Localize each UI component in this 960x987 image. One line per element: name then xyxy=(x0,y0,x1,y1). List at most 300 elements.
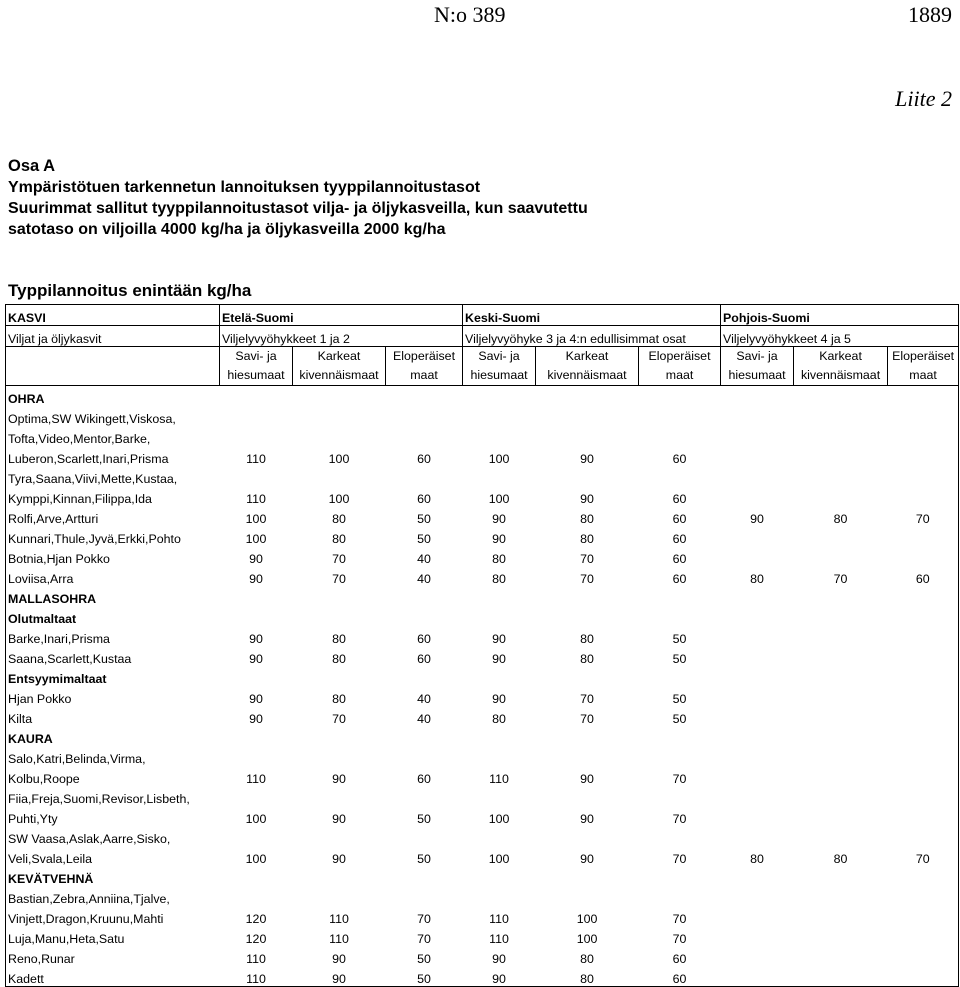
row-label: Optima,SW Wikingett,Viskosa, xyxy=(6,406,220,426)
value-cell: 80 xyxy=(750,572,764,586)
value-cell xyxy=(721,726,794,746)
value-cell: 60 xyxy=(417,772,431,786)
row-label: Luja,Manu,Heta,Satu xyxy=(6,926,220,946)
row-label: Saana,Scarlett,Kustaa xyxy=(6,646,220,666)
value-cell xyxy=(888,926,959,946)
value-cell: 50 xyxy=(417,952,431,966)
value-cell: 90 xyxy=(492,692,506,706)
value-cell xyxy=(536,386,639,407)
value-cell: 60 xyxy=(672,552,687,566)
value-cell: 80 xyxy=(492,712,506,726)
value-cell xyxy=(888,726,959,746)
kasvi-header: KASVI xyxy=(6,305,220,326)
soil-header xyxy=(293,347,386,386)
value-cell xyxy=(220,666,293,686)
soil-header-line2: hiesumaat xyxy=(728,368,786,382)
value-cell: 110 xyxy=(329,932,349,946)
soil-header-line1: Karkeat xyxy=(565,349,609,363)
value-cell xyxy=(220,866,293,886)
value-cell xyxy=(639,426,721,446)
value-cell xyxy=(888,646,959,666)
value-cell: 70 xyxy=(580,572,594,586)
value-cell: 50 xyxy=(417,532,431,546)
value-cell xyxy=(220,826,293,846)
value-cell: 110 xyxy=(220,966,293,987)
page-number: N:o 389 xyxy=(434,2,506,27)
value-cell xyxy=(220,746,293,766)
table-row xyxy=(6,726,959,746)
table-row xyxy=(6,946,959,966)
value-cell xyxy=(463,826,536,846)
table-row xyxy=(6,386,959,407)
value-cell xyxy=(463,726,536,746)
value-cell xyxy=(721,946,794,966)
value-cell: 90 xyxy=(249,572,263,586)
value-cell: 50 xyxy=(386,966,463,987)
value-cell xyxy=(721,486,794,506)
value-cell xyxy=(463,586,536,606)
value-cell: 100 xyxy=(576,912,598,926)
value-cell: 100 xyxy=(488,852,510,866)
value-cell: 50 xyxy=(672,632,687,646)
value-cell: 90 xyxy=(580,452,594,466)
value-cell: 80 xyxy=(833,512,848,526)
value-cell xyxy=(536,666,639,686)
value-cell: 70 xyxy=(580,712,594,726)
value-cell: 70 xyxy=(888,846,959,866)
value-cell xyxy=(888,826,959,846)
value-cell xyxy=(386,666,463,686)
value-cell xyxy=(721,626,794,646)
value-cell: 80 xyxy=(580,532,594,546)
table-row xyxy=(6,526,959,546)
value-cell xyxy=(536,726,639,746)
value-cell: 70 xyxy=(417,912,431,926)
table-row xyxy=(6,606,959,626)
row-label: Olutmaltaat xyxy=(6,606,220,626)
value-cell: 60 xyxy=(417,632,431,646)
row-label: Fiia,Freja,Suomi,Revisor,Lisbeth, xyxy=(6,786,220,806)
value-cell: 120 xyxy=(245,912,267,926)
value-cell xyxy=(888,406,959,426)
value-cell xyxy=(794,546,888,566)
fertilization-table xyxy=(5,304,959,987)
value-cell xyxy=(639,406,721,426)
value-cell xyxy=(794,786,888,806)
row-label: SW Vaasa,Aslak,Aarre,Sisko, xyxy=(6,826,220,846)
value-cell xyxy=(721,526,794,546)
soil-header xyxy=(794,347,888,386)
soil-header xyxy=(721,347,794,386)
value-cell xyxy=(888,866,959,886)
value-cell: 110 xyxy=(489,912,509,926)
value-cell: 90 xyxy=(332,772,346,786)
value-cell xyxy=(721,706,794,726)
table-row xyxy=(6,926,959,946)
value-cell: 90 xyxy=(293,966,386,987)
value-cell: 110 xyxy=(246,492,266,506)
zone-keski: Viljelyvyöhyke 3 ja 4:n edullisimmat osat xyxy=(463,326,721,347)
value-cell: 60 xyxy=(888,566,959,586)
value-cell xyxy=(220,586,293,606)
value-cell xyxy=(536,586,639,606)
row-label: Reno,Runar xyxy=(6,946,220,966)
value-cell xyxy=(888,546,959,566)
value-cell: 60 xyxy=(417,492,431,506)
value-cell xyxy=(220,466,293,486)
value-cell xyxy=(721,826,794,846)
table-row xyxy=(6,706,959,726)
value-cell xyxy=(220,886,293,906)
value-cell xyxy=(536,786,639,806)
value-cell: 100 xyxy=(576,932,598,946)
soil-header-line1: Eloperäiset xyxy=(648,349,711,363)
value-cell: 100 xyxy=(328,452,350,466)
value-cell xyxy=(220,426,293,446)
value-cell xyxy=(293,786,386,806)
value-cell: 70 xyxy=(833,572,848,586)
value-cell xyxy=(888,786,959,806)
value-cell xyxy=(721,866,794,886)
value-cell xyxy=(721,746,794,766)
row-label: Kolbu,Roope xyxy=(6,766,220,786)
row-label: MALLASOHRA xyxy=(6,586,220,606)
value-cell: 70 xyxy=(417,932,431,946)
value-cell: 60 xyxy=(672,532,687,546)
value-cell: 100 xyxy=(245,532,267,546)
value-cell: 80 xyxy=(332,532,346,546)
table-row xyxy=(6,806,959,826)
table-row xyxy=(6,866,959,886)
value-cell xyxy=(721,906,794,926)
value-cell: 100 xyxy=(245,852,267,866)
value-cell xyxy=(794,426,888,446)
row-label: Bastian,Zebra,Anniina,Tjalve, xyxy=(6,886,220,906)
value-cell xyxy=(639,746,721,766)
value-cell: 80 xyxy=(580,652,594,666)
value-cell xyxy=(721,646,794,666)
value-cell: 70 xyxy=(332,572,346,586)
value-cell xyxy=(794,906,888,926)
value-cell xyxy=(721,586,794,606)
value-cell: 70 xyxy=(672,852,687,866)
value-cell: 90 xyxy=(463,966,536,987)
value-cell: 80 xyxy=(492,552,506,566)
table-row xyxy=(6,566,959,586)
value-cell: 80 xyxy=(833,852,848,866)
soil-header-line1: Savi- ja xyxy=(736,349,778,363)
region-pohjois: Pohjois-Suomi xyxy=(721,305,959,326)
value-cell xyxy=(794,486,888,506)
value-cell xyxy=(536,746,639,766)
value-cell xyxy=(220,726,293,746)
region-etela: Etelä-Suomi xyxy=(220,305,463,326)
value-cell xyxy=(888,766,959,786)
soil-header-line1: Savi- ja xyxy=(478,349,520,363)
value-cell: 90 xyxy=(332,952,346,966)
value-cell: 90 xyxy=(580,772,594,786)
value-cell xyxy=(888,446,959,466)
value-cell: 40 xyxy=(417,692,431,706)
value-cell xyxy=(386,746,463,766)
value-cell xyxy=(721,786,794,806)
value-cell xyxy=(888,626,959,646)
value-cell xyxy=(639,786,721,806)
soil-header xyxy=(463,347,536,386)
value-cell xyxy=(639,866,721,886)
table-row xyxy=(6,846,959,866)
appendix-label: Liite 2 xyxy=(895,86,952,111)
value-cell xyxy=(220,786,293,806)
value-cell xyxy=(386,866,463,886)
value-cell xyxy=(293,406,386,426)
value-cell xyxy=(463,386,536,407)
value-cell: 70 xyxy=(672,812,687,826)
value-cell xyxy=(794,586,888,606)
value-cell: 70 xyxy=(332,552,346,566)
value-cell xyxy=(463,746,536,766)
value-cell: 60 xyxy=(417,652,431,666)
value-cell: 70 xyxy=(580,692,594,706)
intro-line: Ympäristötuen tarkennetun lannoituksen tyyppilannoitustasot xyxy=(8,179,481,196)
value-cell xyxy=(386,786,463,806)
value-cell: 90 xyxy=(750,512,764,526)
value-cell xyxy=(463,606,536,626)
value-cell xyxy=(639,586,721,606)
value-cell: 40 xyxy=(417,552,431,566)
table-row xyxy=(6,446,959,466)
value-cell xyxy=(794,806,888,826)
table-row xyxy=(6,506,959,526)
value-cell xyxy=(721,606,794,626)
value-cell: 110 xyxy=(329,912,349,926)
value-cell: 60 xyxy=(672,952,687,966)
value-cell xyxy=(888,946,959,966)
value-cell xyxy=(639,826,721,846)
value-cell xyxy=(463,886,536,906)
value-cell: 80 xyxy=(580,512,594,526)
value-cell xyxy=(794,966,888,987)
table-row xyxy=(6,886,959,906)
row-label: Kymppi,Kinnan,Filippa,Ida xyxy=(6,486,220,506)
value-cell xyxy=(794,606,888,626)
table-row xyxy=(6,746,959,766)
value-cell: 90 xyxy=(249,632,263,646)
value-cell xyxy=(639,606,721,626)
intro-line: Suurimmat sallitut tyyppilannoitustasot vilja- ja öljykasveilla, kun saavutettu xyxy=(8,200,588,217)
value-cell: 90 xyxy=(332,852,346,866)
value-cell xyxy=(536,886,639,906)
value-cell xyxy=(721,666,794,686)
value-cell xyxy=(463,866,536,886)
value-cell xyxy=(293,586,386,606)
table-row xyxy=(6,966,959,987)
value-cell: 90 xyxy=(580,492,594,506)
value-cell xyxy=(639,886,721,906)
value-cell: 80 xyxy=(580,952,594,966)
table-row xyxy=(6,646,959,666)
value-cell: 100 xyxy=(488,492,510,506)
value-cell xyxy=(463,406,536,426)
value-cell xyxy=(794,866,888,886)
soil-header xyxy=(536,347,639,386)
value-cell xyxy=(386,466,463,486)
value-cell: 100 xyxy=(488,452,510,466)
value-cell: 100 xyxy=(245,812,267,826)
value-cell xyxy=(293,426,386,446)
value-cell: 80 xyxy=(492,572,506,586)
value-cell xyxy=(794,626,888,646)
row-label: KEVÄTVEHNÄ xyxy=(6,866,220,886)
value-cell xyxy=(721,886,794,906)
row-label: Hjan Pokko xyxy=(6,686,220,706)
soil-header-line2: kivennäismaat xyxy=(547,368,627,382)
value-cell: 90 xyxy=(492,512,506,526)
value-cell xyxy=(794,886,888,906)
value-cell: 60 xyxy=(417,452,431,466)
value-cell xyxy=(888,886,959,906)
value-cell: 60 xyxy=(672,572,687,586)
value-cell xyxy=(639,386,721,407)
value-cell: 80 xyxy=(332,512,346,526)
soil-header xyxy=(220,347,293,386)
value-cell xyxy=(386,886,463,906)
value-cell xyxy=(888,606,959,626)
value-cell xyxy=(888,586,959,606)
value-cell xyxy=(463,426,536,446)
value-cell xyxy=(536,406,639,426)
intro-line: satotaso on viljoilla 4000 kg/ha ja öljykasveilla 2000 kg/ha xyxy=(8,221,446,238)
value-cell: 110 xyxy=(489,932,509,946)
value-cell xyxy=(721,686,794,706)
value-cell xyxy=(721,766,794,786)
soil-header-line2: maat xyxy=(410,368,438,382)
row-label: Botnia,Hjan Pokko xyxy=(6,546,220,566)
value-cell xyxy=(386,606,463,626)
value-cell xyxy=(293,386,386,407)
table-row xyxy=(6,666,959,686)
value-cell xyxy=(721,546,794,566)
value-cell xyxy=(888,466,959,486)
value-cell: 70 xyxy=(672,932,687,946)
value-cell xyxy=(888,526,959,546)
value-cell: 40 xyxy=(417,572,431,586)
soil-header xyxy=(386,347,463,386)
value-cell: 80 xyxy=(580,632,594,646)
value-cell xyxy=(386,586,463,606)
value-cell: 90 xyxy=(492,532,506,546)
row-label: Entsyymimaltaat xyxy=(6,666,220,686)
value-cell xyxy=(639,726,721,746)
value-cell: 80 xyxy=(332,652,346,666)
value-cell xyxy=(794,686,888,706)
soil-header-line2: hiesumaat xyxy=(227,368,285,382)
value-cell: 70 xyxy=(672,912,687,926)
value-cell: 70 xyxy=(332,712,346,726)
value-cell xyxy=(794,706,888,726)
table-row xyxy=(6,586,959,606)
value-cell: 50 xyxy=(417,512,431,526)
value-cell: 50 xyxy=(417,812,431,826)
zone-pohjois: Viljelyvyöhykkeet 4 ja 5 xyxy=(721,326,959,347)
value-cell xyxy=(888,666,959,686)
value-cell: 110 xyxy=(246,772,266,786)
table-row xyxy=(6,426,959,446)
value-cell: 120 xyxy=(245,932,267,946)
soil-header-line2: kivennäismaat xyxy=(299,368,379,382)
value-cell: 50 xyxy=(672,652,687,666)
value-cell xyxy=(794,946,888,966)
table-row xyxy=(6,466,959,486)
row-label: Salo,Katri,Belinda,Virma, xyxy=(6,746,220,766)
value-cell xyxy=(794,466,888,486)
value-cell xyxy=(721,926,794,946)
value-cell: 110 xyxy=(246,952,266,966)
value-cell xyxy=(386,826,463,846)
value-cell: 110 xyxy=(246,452,266,466)
table-row xyxy=(6,826,959,846)
value-cell xyxy=(536,826,639,846)
value-cell xyxy=(536,866,639,886)
value-cell xyxy=(721,806,794,826)
soil-header-blank xyxy=(6,347,220,386)
value-cell: 100 xyxy=(328,492,350,506)
row-label: Loviisa,Arra xyxy=(6,566,220,586)
value-cell xyxy=(888,746,959,766)
value-cell: 50 xyxy=(672,692,687,706)
value-cell: 100 xyxy=(245,512,267,526)
value-cell xyxy=(794,766,888,786)
value-cell xyxy=(293,746,386,766)
value-cell xyxy=(888,806,959,826)
value-cell xyxy=(639,666,721,686)
table-row xyxy=(6,626,959,646)
viljat-header: Viljat ja öljykasvit xyxy=(6,326,220,347)
row-label: Rolfi,Arve,Artturi xyxy=(6,506,220,526)
value-cell xyxy=(293,466,386,486)
value-cell xyxy=(536,426,639,446)
table-row xyxy=(6,486,959,506)
row-label: Vinjett,Dragon,Kruunu,Mahti xyxy=(6,906,220,926)
table-row xyxy=(6,766,959,786)
value-cell xyxy=(794,406,888,426)
value-cell xyxy=(293,866,386,886)
value-cell xyxy=(293,726,386,746)
row-label: Barke,Inari,Prisma xyxy=(6,626,220,646)
value-cell xyxy=(888,906,959,926)
value-cell: 90 xyxy=(249,552,263,566)
value-cell xyxy=(220,406,293,426)
value-cell: 40 xyxy=(417,712,431,726)
soil-header-line1: Eloperäiset xyxy=(892,349,955,363)
value-cell: 80 xyxy=(332,692,346,706)
value-cell xyxy=(721,466,794,486)
value-cell: 70 xyxy=(888,506,959,526)
value-cell: 90 xyxy=(492,952,506,966)
value-cell xyxy=(794,726,888,746)
value-cell: 90 xyxy=(249,692,263,706)
value-cell xyxy=(794,666,888,686)
soil-header-line1: Karkeat xyxy=(819,349,862,363)
value-cell xyxy=(721,386,794,407)
value-cell xyxy=(220,606,293,626)
value-cell xyxy=(794,526,888,546)
value-cell: 50 xyxy=(417,852,431,866)
row-label: Veli,Svala,Leila xyxy=(6,846,220,866)
soil-header xyxy=(888,347,959,386)
value-cell xyxy=(794,826,888,846)
value-cell xyxy=(536,606,639,626)
